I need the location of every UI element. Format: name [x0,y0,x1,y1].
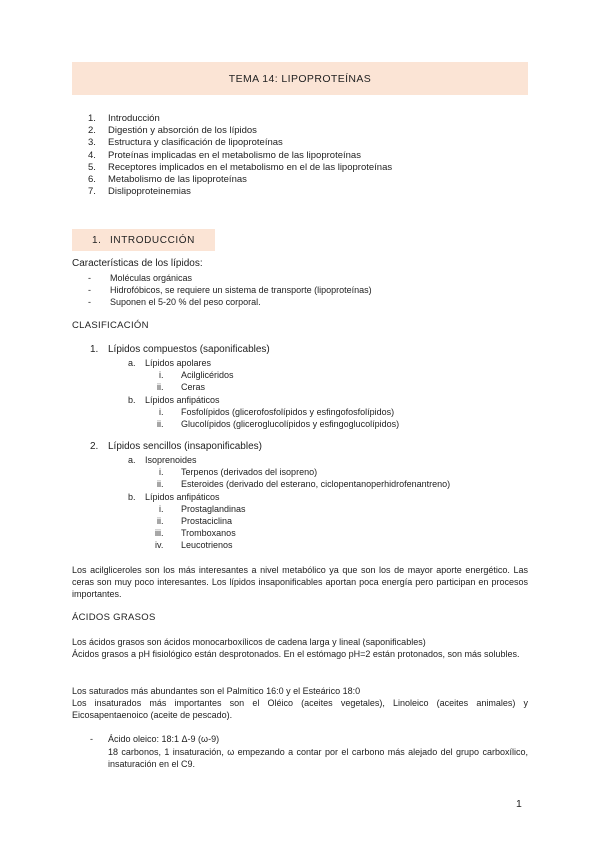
caracteristicas-list [88,272,372,309]
outline-label: Lípidos anfipáticos [145,394,220,405]
document-title: TEMA 14: LIPOPROTEÍNAS [72,62,528,95]
section-title: INTRODUCCIÓN [110,234,195,246]
outline-roman: ii. [157,418,164,429]
outline-level-3 [0,406,600,418]
toc-text: Receptores implicados en el metabolismo en el de las lipoproteínas [108,161,393,173]
dash-bullet: - [88,285,91,296]
toc-item [88,150,392,162]
toc-text: Estructura y clasificación de lipoproteínas [108,137,283,149]
paragraph-definicion: Los ácidos grasos son ácidos monocarboxílicos de cadena larga y lineal (saponificables) [72,637,426,647]
outline-letter: a. [128,455,136,465]
outline-level-3 [0,527,600,539]
clasificacion-heading: CLASIFICACIÓN [72,320,149,331]
outline-level-3 [0,503,600,515]
dash-bullet: - [88,297,91,308]
outline-level-3 [0,515,600,527]
outline-text: Prostaciclina [181,515,233,526]
outline-level-3 [0,369,600,381]
outline-level-2 [0,357,600,369]
toc-item [88,174,392,186]
outline-level-3 [0,466,600,478]
caracteristicas-heading: Características de los lípidos: [72,258,203,269]
toc-number: 6. [88,174,96,186]
toc-number: 1. [88,113,96,124]
clasificacion-group-1 [0,344,600,430]
outline-text: Acilglicéridos [181,370,234,381]
outline-level-3 [0,418,600,430]
list-item [88,272,372,284]
toc-text: Digestión y absorción de los lípidos [108,125,257,137]
oleico-description: 18 carbonos, 1 insaturación, ω empezando a contar por el carbono más alejado del grupo carboxílico, insaturación en el C9. [108,747,528,770]
clasificacion-group-2 [0,441,600,552]
oleico-title: Ácido oleico: 18:1 Δ-9 (ω-9) [108,734,220,744]
toc-number: 2. [88,125,96,137]
outline-text: Leucotrienos [181,540,233,551]
outline-label: Lípidos compuestos (saponificables) [108,344,270,355]
outline-level-3 [0,478,600,490]
toc-text: Metabolismo de las lipoproteínas [108,174,247,186]
outline-text: Tromboxanos [181,528,236,539]
outline-label: Lípidos sencillos (insaponificables) [108,441,262,452]
toc-item [88,162,392,174]
outline-text: Glucolípidos (gliceroglucolípidos y esfingoglucolípidos) [181,418,400,429]
outline-roman: iv. [155,540,164,551]
paragraph-ph: Ácidos grasos a pH fisiológico están desprotonados. En el estómago pH=2 están protonados, son más solubles. [72,649,520,659]
acidos-grasos-heading: ÁCIDOS GRASOS [72,612,156,623]
toc-text: Dislipoproteinemias [108,186,191,198]
outline-label: Lípidos anfipáticos [145,491,220,502]
outline-level-3 [0,381,600,393]
toc-item [88,186,392,198]
outline-roman: ii. [157,382,164,393]
table-of-contents [88,113,392,198]
dash-bullet: - [88,273,91,283]
paragraph-saturados: Los saturados más abundantes son el Palmítico 16:0 y el Esteárico 18:0 [72,686,361,696]
outline-number: 1. [90,344,99,355]
outline-level-2 [0,491,600,503]
paragraph-insaturados: Los insaturados más importantes son el Oléico (aceites vegetales), Linoleico (aceites animales) y Eicosapentaenoico (aceite de pescado). [72,698,528,721]
outline-text: Ceras [181,382,206,393]
outline-level-3 [0,539,600,551]
outline-text: Fosfolípidos (glicerofosfolípidos y esfingofosfolípidos) [181,406,395,417]
outline-letter: a. [128,358,136,368]
outline-roman: ii. [157,515,164,526]
list-item [88,284,372,296]
outline-roman: i. [159,467,164,478]
outline-text: Esteroides (derivado del esterano, ciclopentanoperhidrofenantreno) [181,479,451,490]
outline-label: Isoprenoides [145,455,197,465]
outline-level-1 [0,344,600,357]
outline-roman: i. [159,370,164,381]
list-item [88,296,372,308]
dash-bullet: - [90,734,93,744]
toc-number: 5. [88,161,96,173]
outline-text: Prostaglandinas [181,503,246,514]
section-number: 1. [92,234,102,246]
toc-number: 3. [88,137,96,149]
list-item-text: Suponen el 5-20 % del peso corporal. [110,297,261,308]
page-number: 1 [516,798,522,810]
toc-text: Introducción [108,113,160,124]
outline-letter: b. [128,394,136,405]
outline-roman: i. [159,503,164,514]
outline-roman: i. [159,406,164,417]
section-heading-introduccion [72,229,215,251]
outline-level-2 [0,454,600,466]
outline-roman: iii. [155,528,164,539]
toc-item [88,113,392,125]
toc-number: 7. [88,186,96,198]
outline-number: 2. [90,441,99,452]
toc-text: Proteínas implicadas en el metabolismo de las lipoproteínas [108,149,361,161]
list-item-text: Moléculas orgánicas [110,273,193,283]
outline-label: Lípidos apolares [145,358,212,368]
toc-item [88,125,392,137]
toc-item [88,137,392,149]
outline-level-2 [0,394,600,406]
list-item-text: Hidrofóbicos, se requiere un sistema de transporte (lipoproteínas) [110,285,372,296]
outline-text: Terpenos (derivados del isopreno) [181,467,318,478]
toc-number: 4. [88,149,96,161]
outline-letter: b. [128,491,136,502]
outline-level-1 [0,441,600,454]
paragraph-acilgliceroles: Los acilgliceroles son los más interesantes a nivel metabólico ya que son los de mayor aporte energético. Las ceras son muy poco interesantes. Los lípidos insaponificables aportan poca energía pero participan en procesos importantes. [72,565,528,600]
outline-roman: ii. [157,479,164,490]
